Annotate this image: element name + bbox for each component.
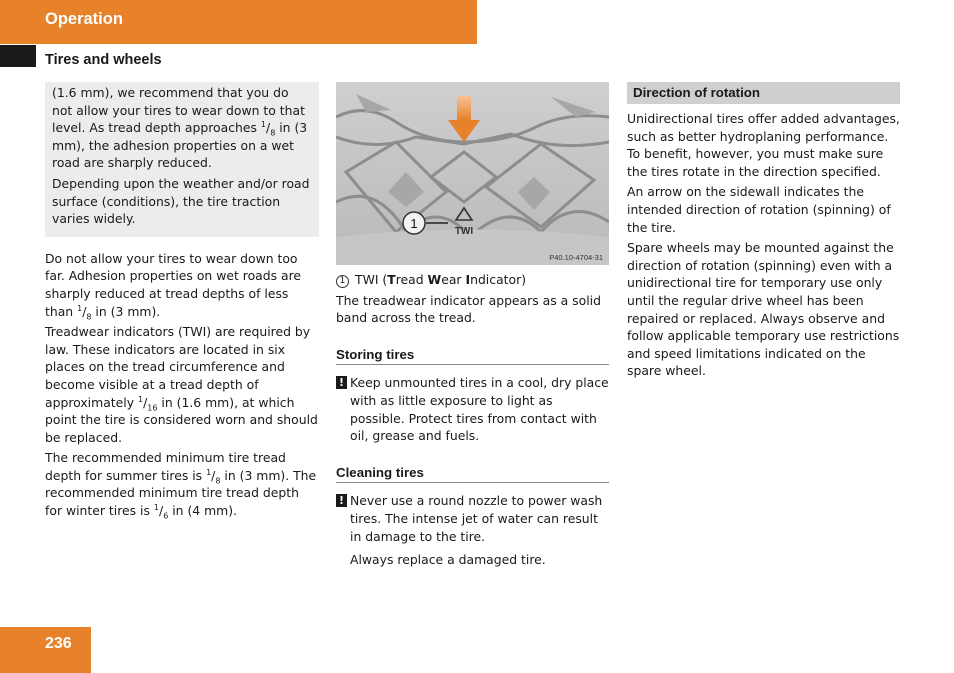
warning-icon: ! <box>336 376 347 389</box>
body-paragraph: Do not allow your tires to wear down too far. Adhesion properties on wet roads are sharply reduced at tread depths of less than $^1/_8$ in (3 mm). <box>45 250 302 321</box>
tire-tread-photo <box>336 82 609 265</box>
section-marker <box>0 45 36 67</box>
chapter-title: Operation <box>45 10 123 28</box>
body-paragraph: The recommended minimum tire tread depth for summer tires is $^1/_8$ in (3 mm). The recommended minimum tire tread depth for winter tires is $^1/_6$ in (4 mm). <box>45 450 317 521</box>
column-2 <box>336 82 609 572</box>
note-paragraph: Depending upon the weather and/or road surface (conditions), the tire traction varies widely. <box>52 175 310 227</box>
column-3 <box>627 82 900 383</box>
body-paragraph: Unidirectional tires offer added advantages, such as better hydroplaning performance. To benefit, however, you must make sure the tires rotate in the direction specified. <box>627 111 900 179</box>
tire-tread-illustration <box>336 82 609 265</box>
cleaning-note: Always replace a damaged tire. <box>350 552 546 568</box>
body-paragraph: An arrow on the sidewall indicates the intended direction of rotation (spinning) of the tire. <box>627 184 891 235</box>
direction-of-rotation-heading: Direction of rotation <box>627 82 900 104</box>
page-number: 236 <box>45 635 72 652</box>
section-title: Tires and wheels <box>45 52 162 68</box>
storing-warning: ! Keep unmounted tires in a cool, dry place with as little exposure to light as possible. Protect tires from contact with oil, grease and fuels. <box>336 374 609 444</box>
storing-tires-heading: Storing tires <box>336 346 609 366</box>
body-paragraph: The treadwear indicator appears as a solid band across the tread. <box>336 292 601 326</box>
twi-marking: TWI <box>454 226 474 237</box>
image-code: P40.10-4704-31 <box>549 253 603 262</box>
continued-note-box <box>45 82 319 237</box>
note-paragraph: (1.6 mm), we recommend that you do not allow your tires to wear down to that level. As tread depth approaches $^1/_8$ in (3 mm), the adhesion properties on a wet road are sharply reduced. <box>52 85 308 171</box>
warning-icon: ! <box>336 494 347 507</box>
body-paragraph: Spare wheels may be mounted against the direction of rotation (spinning) even with a unidirectional tire for temporary use only until the regular drive wheel has been repaired or replaced. Always observe and follow applicable temporary use restrictions and speed limitations indicated on the spare wheel. <box>627 240 900 379</box>
callout-number: 1 <box>410 216 418 231</box>
column-1 <box>45 82 319 523</box>
image-caption: 1 TWI (Tread Wear Indicator) <box>336 271 609 289</box>
body-paragraph: Treadwear indicators (TWI) are required by law. These indicators are located in six places on the tread circumference and become visible at a tread depth of approximately $^1/_{16}$ in (1.6 mm), at which point the tire is considered worn and should be replaced. <box>45 324 318 445</box>
cleaning-warning: ! Never use a round nozzle to power wash tires. The intense jet of water can result in damage to the tire. <box>336 492 609 545</box>
cleaning-tires-heading: Cleaning tires <box>336 464 609 484</box>
